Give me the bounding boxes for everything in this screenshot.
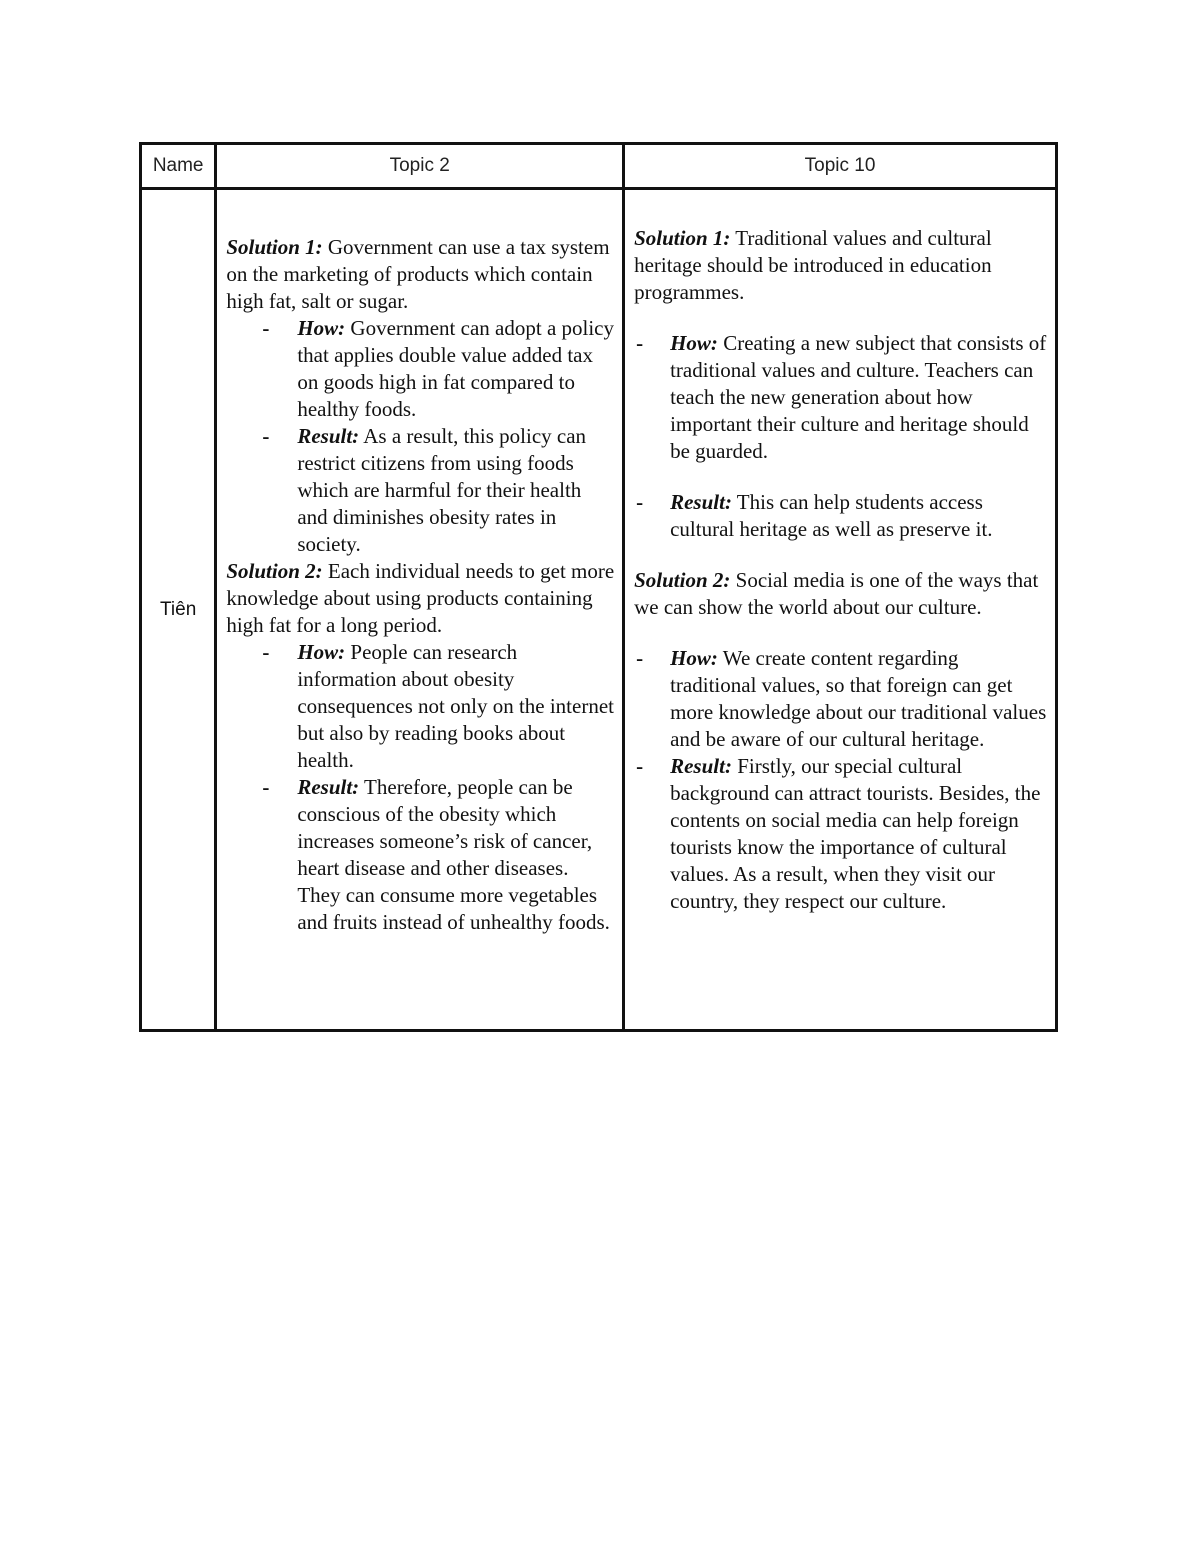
student-row — [141, 189, 1057, 1031]
t10-s1-how-label: How: — [670, 331, 718, 355]
t2-solution-1-text: Government can use a tax system on the marketing of products which contain high fat, salt or sugar. — [226, 235, 610, 313]
t2-solution-1-label: Solution 1: — [226, 235, 323, 259]
t2-s1-how-text: Government can adopt a policy that applies double value added tax on goods high in fat compared to healthy foods. — [297, 316, 614, 421]
t10-solution-2-how — [634, 645, 1049, 753]
t2-s2-how-label: How: — [297, 640, 346, 664]
bullet-dash: - — [636, 490, 644, 514]
bullet-dash: - — [636, 646, 644, 670]
t2-solution-2-result — [226, 774, 616, 936]
t2-solution-2-how — [226, 639, 616, 774]
spacer — [634, 465, 1049, 489]
student-name: Tiên — [141, 189, 216, 1031]
t10-s2-result-label: Result: — [670, 754, 732, 778]
t2-s2-how-text: People can research information about obesity consequences not only on the internet but also by reading books about health. — [297, 640, 614, 772]
bullet-dash: - — [262, 775, 270, 799]
t10-solution-1-text: Traditional values and cultural heritage should be introduced in education programmes. — [634, 226, 992, 304]
spacer — [634, 543, 1049, 567]
bullet-dash: - — [262, 424, 270, 448]
topic-2-cell — [216, 189, 624, 1031]
t10-solution-2-label: Solution 2: — [634, 568, 731, 592]
t2-s1-how-label: How: — [297, 316, 346, 340]
bullet-dash: - — [262, 640, 270, 664]
t10-solution-2-text: Social media is one of the ways that we can show the world about our culture. — [634, 568, 1039, 619]
t10-s2-how-label: How: — [670, 646, 718, 670]
bullet-dash: - — [262, 316, 270, 340]
header-name: Name — [141, 144, 216, 189]
t10-solution-2-result — [634, 753, 1049, 915]
t2-solution-2-text: Each individual needs to get more knowledge about using products containing high fat for a long period. — [226, 559, 615, 637]
header-row — [141, 144, 1057, 189]
t2-solution-1 — [226, 234, 616, 315]
t10-s2-how-text: We create content regarding traditional values, so that foreign can get more knowledge about our traditional values and be aware of our cultural heritage. — [670, 646, 1047, 751]
t2-solution-2 — [226, 558, 616, 639]
t2-solution-1-result — [226, 423, 616, 558]
t10-s1-result-label: Result: — [670, 490, 732, 514]
t10-solution-1-result — [634, 489, 1049, 543]
t2-solution-2-label: Solution 2: — [226, 559, 323, 583]
spacer — [634, 306, 1049, 330]
bullet-dash: - — [636, 331, 644, 355]
t2-s1-result-label: Result: — [297, 424, 360, 448]
t2-solution-1-how — [226, 315, 616, 423]
t10-s2-result-text: Firstly, our special cultural background can attract tourists. Besides, the contents on social media can help foreign tourists know the importance of cultural values. As a result, when they visit our country, they respect our culture. — [670, 754, 1041, 913]
header-topic-2: Topic 2 — [216, 144, 624, 189]
bullet-dash: - — [636, 754, 644, 778]
t10-solution-2 — [634, 567, 1049, 621]
header-topic-10: Topic 10 — [624, 144, 1057, 189]
t10-s1-how-text: Creating a new subject that consists of traditional values and culture. Teachers can teach the new generation about how important their culture and heritage should be guarded. — [670, 331, 1047, 463]
t2-s2-result-label: Result: — [297, 775, 360, 799]
topic-10-cell — [624, 189, 1057, 1031]
t10-s1-result-text: This can help students access cultural heritage as well as preserve it. — [670, 490, 993, 541]
t2-s2-result-text: Therefore, people can be conscious of the obesity which increases someone’s risk of cancer, heart disease and other diseases. They can consume more vegetables and fruits instead of unhealthy foods. — [297, 775, 610, 934]
t10-solution-1 — [634, 225, 1049, 306]
t2-s1-result-text: As a result, this policy can restrict citizens from using foods which are harmful for their health and diminishes obesity rates in society. — [297, 424, 587, 556]
t10-solution-1-how — [634, 330, 1049, 465]
t10-solution-1-label: Solution 1: — [634, 226, 731, 250]
spacer — [634, 621, 1049, 645]
solutions-table — [139, 142, 1058, 1032]
